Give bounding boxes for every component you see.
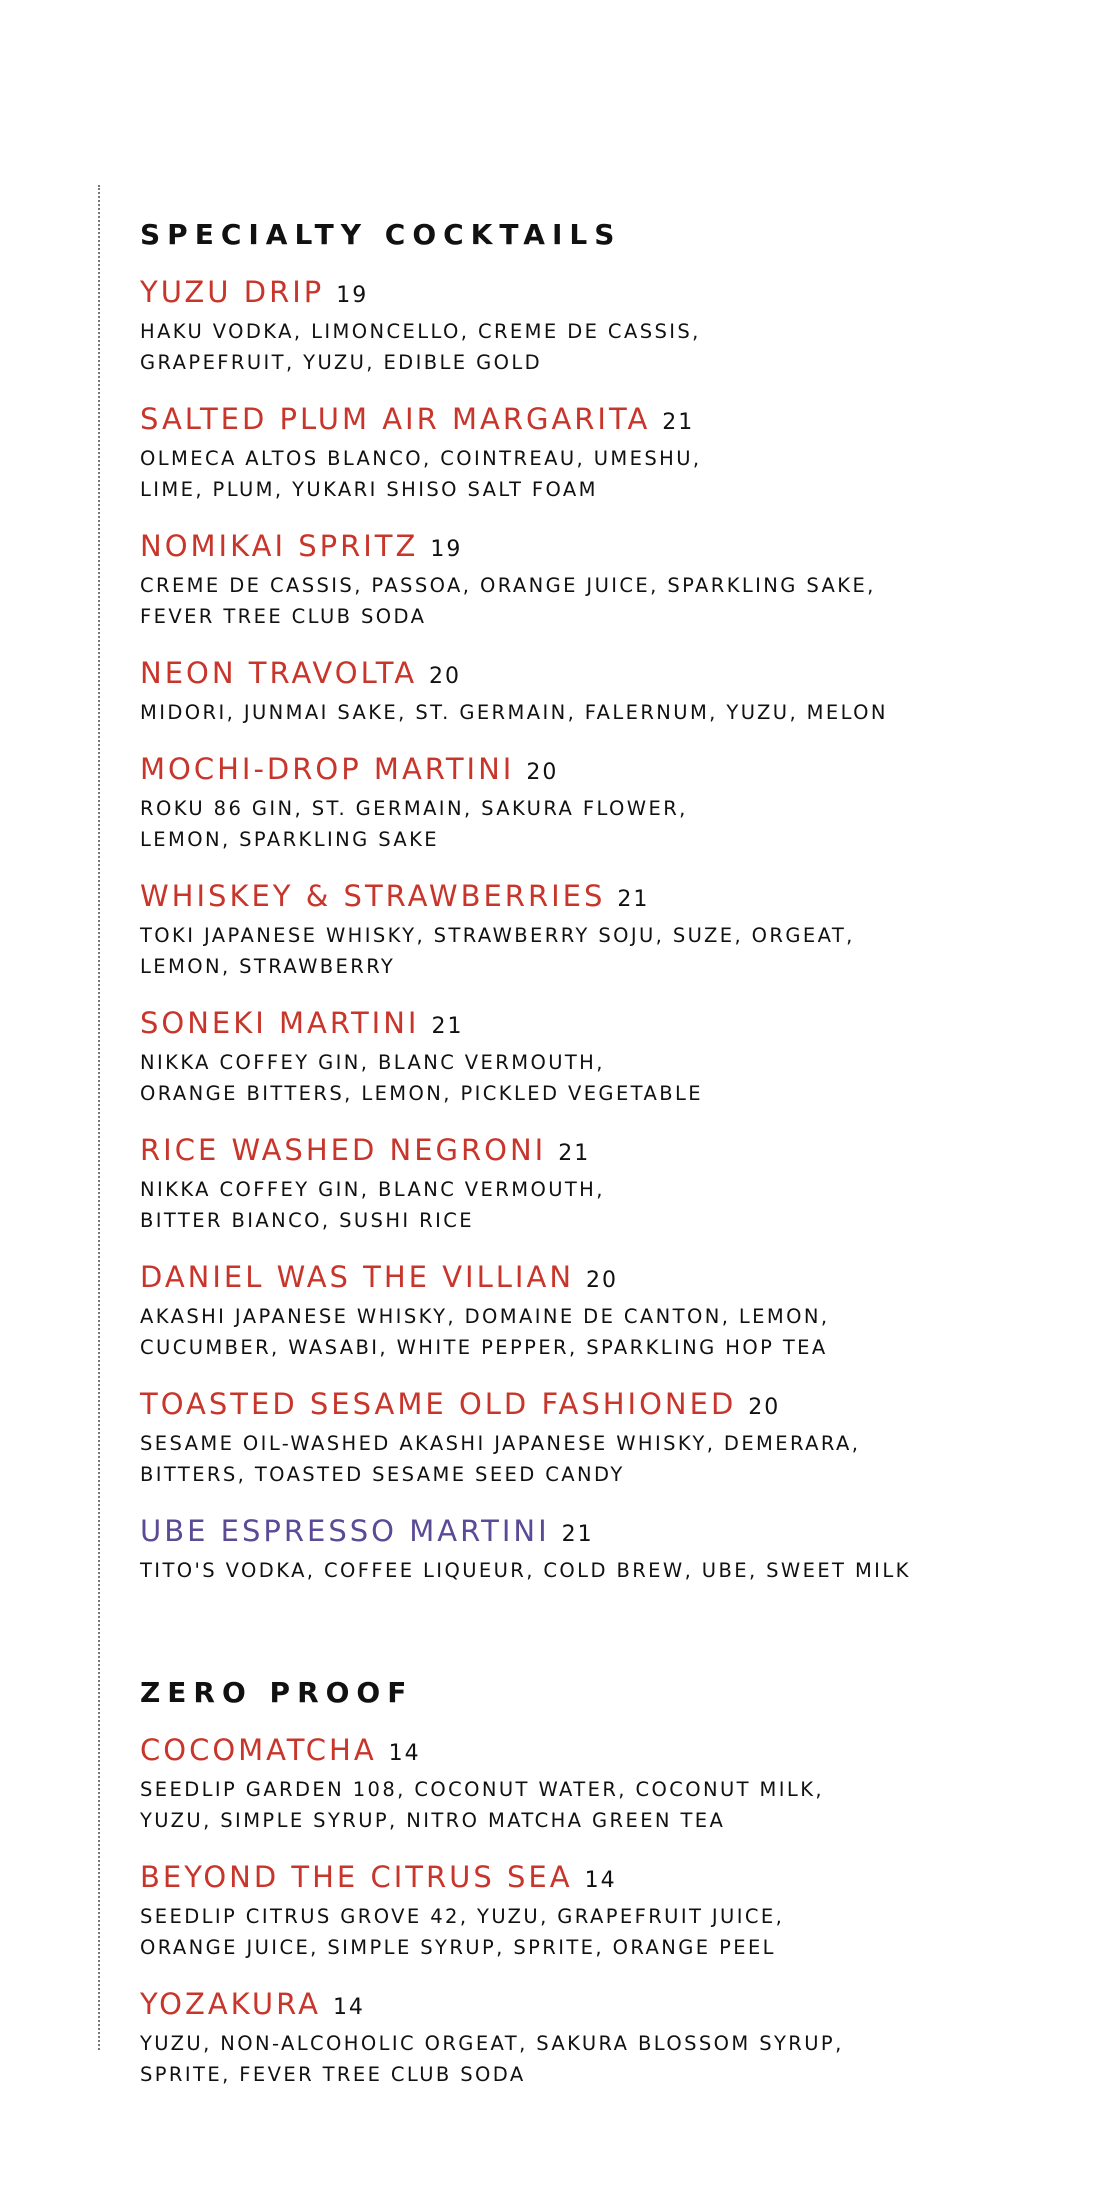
description-line: HAKU VODKA, LIMONCELLO, CREME DE CASSIS,: [140, 320, 701, 343]
menu-item: [140, 1985, 1040, 2090]
menu-item-name: BEYOND THE CITRUS SEA: [140, 1860, 573, 1894]
description-line: CUCUMBER, WASABI, WHITE PEPPER, SPARKLING HOP TEA: [140, 1336, 828, 1359]
menu-item-price: 14: [332, 1995, 365, 2020]
menu-item-price: 20: [526, 760, 559, 785]
description-line: FEVER TREE CLUB SODA: [140, 605, 427, 628]
menu-item-description: [140, 443, 1040, 505]
menu-item-description: [140, 1047, 1040, 1109]
description-line: CREME DE CASSIS, PASSOA, ORANGE JUICE, SPARKLING SAKE,: [140, 574, 876, 597]
menu-item-description: [140, 1428, 1040, 1490]
menu-content: [140, 215, 1040, 2112]
menu-item-description: [140, 1555, 1040, 1586]
menu-item: [140, 400, 1040, 505]
description-line: NIKKA COFFEY GIN, BLANC VERMOUTH,: [140, 1178, 605, 1201]
menu-item-header: [140, 1004, 1040, 1047]
description-line: ROKU 86 GIN, ST. GERMAIN, SAKURA FLOWER,: [140, 797, 688, 820]
menu-item: [140, 527, 1040, 632]
menu-item-header: [140, 1258, 1040, 1301]
menu-item-price: 21: [662, 410, 695, 435]
description-line: NIKKA COFFEY GIN, BLANC VERMOUTH,: [140, 1051, 605, 1074]
menu-item-name: NEON TRAVOLTA: [140, 656, 418, 690]
menu-item-name: YOZAKURA: [140, 1987, 321, 2021]
menu-item-header: [140, 750, 1040, 793]
menu-item-price: 19: [336, 283, 369, 308]
menu-item-description: [140, 697, 1040, 728]
menu-item-header: [140, 1512, 1040, 1555]
menu-item-header: [140, 654, 1040, 697]
description-line: SEEDLIP GARDEN 108, COCONUT WATER, COCONUT MILK,: [140, 1778, 824, 1801]
menu-item-header: [140, 1131, 1040, 1174]
menu-item-header: [140, 1731, 1040, 1774]
menu-item-description: [140, 2028, 1040, 2090]
menu-item-price: 14: [584, 1868, 617, 1893]
menu-item-name: DANIEL WAS THE VILLIAN: [140, 1260, 575, 1294]
menu-section: [140, 215, 1040, 1586]
description-line: TITO'S VODKA, COFFEE LIQUEUR, COLD BREW, UBE, SWEET MILK: [140, 1559, 911, 1582]
menu-item-header: [140, 400, 1040, 443]
menu-item-name: UBE ESPRESSO MARTINI: [140, 1514, 550, 1548]
menu-item-price: 20: [586, 1268, 619, 1293]
description-line: AKASHI JAPANESE WHISKY, DOMAINE DE CANTON, LEMON,: [140, 1305, 830, 1328]
menu-item-name: COCOMATCHA: [140, 1733, 377, 1767]
description-line: BITTER BIANCO, SUSHI RICE: [140, 1209, 474, 1232]
menu-item-price: 21: [558, 1141, 591, 1166]
menu-item-price: 21: [431, 1014, 464, 1039]
description-line: SEEDLIP CITRUS GROVE 42, YUZU, GRAPEFRUIT JUICE,: [140, 1905, 785, 1928]
description-line: LEMON, SPARKLING SAKE: [140, 828, 440, 851]
menu-item-name: YUZU DRIP: [140, 275, 325, 309]
section-title: ZERO PROOF: [140, 1676, 414, 1709]
dotted-margin-rule: [98, 185, 100, 2050]
description-line: SPRITE, FEVER TREE CLUB SODA: [140, 2063, 526, 2086]
menu-item-header: [140, 1985, 1040, 2028]
section-title: SPECIALTY COCKTAILS: [140, 218, 622, 251]
description-line: YUZU, NON-ALCOHOLIC ORGEAT, SAKURA BLOSSOM SYRUP,: [140, 2032, 844, 2055]
menu-item-name: RICE WASHED NEGRONI: [140, 1133, 547, 1167]
menu-item-header: [140, 877, 1040, 920]
menu-item-price: 21: [617, 887, 650, 912]
menu-item: [140, 877, 1040, 982]
description-line: ORANGE BITTERS, LEMON, PICKLED VEGETABLE: [140, 1082, 703, 1105]
menu-item-header: [140, 527, 1040, 570]
menu-item-name: SALTED PLUM AIR MARGARITA: [140, 402, 651, 436]
section-spacer: [140, 1608, 1040, 1673]
menu-item: [140, 1858, 1040, 1963]
menu-item-description: [140, 1901, 1040, 1963]
menu-item-price: 19: [430, 537, 463, 562]
menu-item: [140, 1131, 1040, 1236]
menu-item-description: [140, 1174, 1040, 1236]
menu-item-name: WHISKEY & STRAWBERRIES: [140, 879, 606, 913]
menu-item-description: [140, 570, 1040, 632]
menu-item: [140, 1731, 1040, 1836]
menu-item: [140, 1004, 1040, 1109]
menu-item: [140, 750, 1040, 855]
menu-section: [140, 1673, 1040, 2090]
menu-item-name: TOASTED SESAME OLD FASHIONED: [140, 1387, 737, 1421]
menu-item-description: [140, 1301, 1040, 1363]
menu-item-name: NOMIKAI SPRITZ: [140, 529, 419, 563]
description-line: BITTERS, TOASTED SESAME SEED CANDY: [140, 1463, 625, 1486]
menu-item: [140, 654, 1040, 728]
description-line: SESAME OIL-WASHED AKASHI JAPANESE WHISKY, DEMERARA,: [140, 1432, 861, 1455]
menu-item-description: [140, 316, 1040, 378]
menu-item-price: 14: [388, 1741, 421, 1766]
menu-item: [140, 1385, 1040, 1490]
menu-item-description: [140, 920, 1040, 982]
description-line: TOKI JAPANESE WHISKY, STRAWBERRY SOJU, SUZE, ORGEAT,: [140, 924, 855, 947]
description-line: GRAPEFRUIT, YUZU, EDIBLE GOLD: [140, 351, 543, 374]
description-line: ORANGE JUICE, SIMPLE SYRUP, SPRITE, ORANGE PEEL: [140, 1936, 776, 1959]
menu-item-name: SONEKI MARTINI: [140, 1006, 420, 1040]
description-line: LEMON, STRAWBERRY: [140, 955, 396, 978]
menu-item-description: [140, 1774, 1040, 1836]
menu-item: [140, 1512, 1040, 1586]
description-line: LIME, PLUM, YUKARI SHISO SALT FOAM: [140, 478, 598, 501]
menu-item-header: [140, 273, 1040, 316]
menu-item-header: [140, 1858, 1040, 1901]
description-line: OLMECA ALTOS BLANCO, COINTREAU, UMESHU,: [140, 447, 702, 470]
menu-item-name: MOCHI-DROP MARTINI: [140, 752, 515, 786]
menu-item-price: 20: [429, 664, 462, 689]
menu-item-header: [140, 1385, 1040, 1428]
menu-item-description: [140, 793, 1040, 855]
menu-item: [140, 273, 1040, 378]
menu-item-price: 20: [748, 1395, 781, 1420]
description-line: MIDORI, JUNMAI SAKE, ST. GERMAIN, FALERNUM, YUZU, MELON: [140, 701, 888, 724]
description-line: YUZU, SIMPLE SYRUP, NITRO MATCHA GREEN TEA: [140, 1809, 726, 1832]
menu-item: [140, 1258, 1040, 1363]
menu-item-price: 21: [561, 1522, 594, 1547]
